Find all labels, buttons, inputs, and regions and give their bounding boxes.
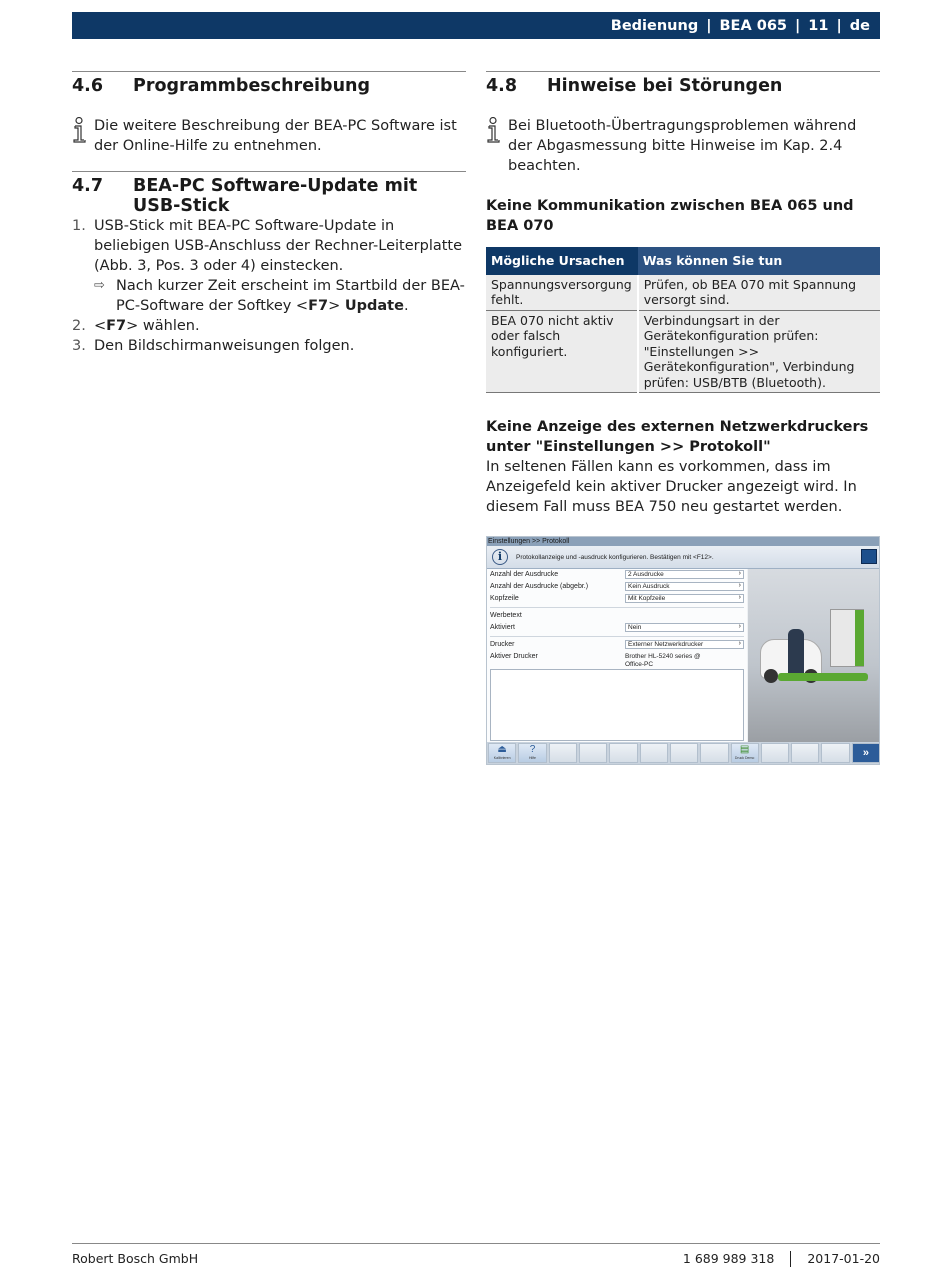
- help-icon: ?: [529, 744, 536, 755]
- softkey-empty[interactable]: [761, 743, 789, 763]
- info-icon: [72, 116, 94, 156]
- setting-label: Aktiviert: [490, 624, 515, 631]
- setting-row: [490, 593, 744, 604]
- software-screenshot: [486, 536, 880, 765]
- analyzer-base-shape: [778, 673, 868, 681]
- info-text: Bei Bluetooth-Übertragungsproblemen während der Abgasmessung bitte Hinweise im Kap. 2.4 beachten.: [508, 118, 857, 174]
- footer-right: [683, 1250, 880, 1268]
- footer-divider: [790, 1251, 791, 1267]
- softkey-empty[interactable]: [549, 743, 577, 763]
- footer-company: Robert Bosch GmbH: [72, 1251, 199, 1266]
- section-heading-4-6: [72, 71, 466, 96]
- setting-group-label: Werbetext: [490, 612, 522, 619]
- header-page-number: 11: [808, 17, 829, 34]
- setting-label: Aktiver Drucker: [490, 653, 538, 660]
- action-cell: Verbindungsart in der Gerätekonfiguration prüfen: "Einstellungen >> Gerätekonfiguration", Verbindung prüfen: USB/BTB (Bluetooth).: [638, 310, 880, 393]
- wheel-shape: [764, 669, 778, 683]
- step-item: [72, 316, 466, 336]
- setting-label: Anzahl der Ausdrucke (abgebr.): [490, 583, 589, 590]
- section-title: Programmbeschreibung: [133, 76, 371, 96]
- footer-date: 2017-01-20: [807, 1251, 880, 1266]
- softkey-empty[interactable]: [791, 743, 819, 763]
- troubleshooting-table: [486, 247, 880, 393]
- mechanic-shape: [788, 629, 804, 677]
- active-printer-value: Brother HL-5240 series @ Office-PC: [625, 653, 701, 668]
- cause-cell: BEA 070 nicht aktiv oder falsch konfiguriert.: [486, 310, 638, 393]
- screenshot-info-bar: [487, 546, 879, 569]
- result-arrow-icon: ⇨: [94, 278, 105, 293]
- softkey-empty[interactable]: [700, 743, 728, 763]
- header-language: de: [849, 17, 870, 34]
- step-result: [94, 276, 466, 316]
- header-section: Bedienung: [610, 17, 699, 34]
- setting-row: [490, 622, 744, 633]
- softkey-empty[interactable]: [670, 743, 698, 763]
- printer-icon: ▤: [739, 744, 750, 755]
- section-number: 4.7: [72, 176, 104, 196]
- softkey-help[interactable]: ? Hilfe: [518, 743, 546, 763]
- step-text: USB-Stick mit BEA-PC Software-Update in beliebigen USB-Anschluss der Rechner-Leiterplatte (Abb. 3, Pos. 3 oder 4) einstecken.: [94, 218, 463, 274]
- header-separator: |: [795, 17, 801, 34]
- setting-select[interactable]: Nein ›: [625, 623, 744, 632]
- left-column: [72, 71, 466, 356]
- step-item: [72, 216, 466, 316]
- setting-select[interactable]: Mit Kopfzeile ›: [625, 594, 744, 603]
- section-title: Hinweise bei Störungen: [547, 76, 783, 96]
- step-text: Den Bildschirmanweisungen folgen.: [94, 338, 355, 354]
- step-number: 2.: [72, 318, 86, 334]
- step-item: [72, 336, 466, 356]
- subheading-communication: Keine Kommunikation zwischen BEA 065 und BEA 070: [486, 198, 854, 234]
- section-heading-4-7: [72, 171, 466, 216]
- divider: [490, 636, 744, 637]
- setting-row: [490, 651, 744, 662]
- right-column: [486, 71, 880, 765]
- printer-paragraph: In seltenen Fällen kann es vorkommen, dass im Anzeigefeld kein aktiver Drucker angezeigt wird. In diesem Fall muss BEA 750 neu gestartet werden.: [486, 459, 857, 515]
- screenshot-title: Einstellungen >> Protokoll: [487, 537, 879, 546]
- section-heading-4-8: [486, 71, 880, 96]
- info-circle-icon: i: [492, 549, 508, 565]
- setting-select[interactable]: Externer Netzwerkdrucker ›: [625, 640, 744, 649]
- softkey-print-demo[interactable]: ▤ Druck Demo: [731, 743, 759, 763]
- table-row: [486, 275, 880, 311]
- softkey-empty[interactable]: [821, 743, 849, 763]
- softkey-bar: [487, 742, 880, 764]
- section-number: 4.8: [486, 76, 518, 96]
- monitor-icon: [861, 549, 877, 564]
- info-note: [486, 116, 880, 176]
- header-separator: |: [706, 17, 712, 34]
- cause-cell: Spannungsversorgung fehlt.: [486, 275, 638, 311]
- setting-select[interactable]: 2 Ausdrucke ›: [625, 570, 744, 579]
- workshop-photo: [748, 569, 880, 744]
- info-note: [72, 116, 466, 156]
- setting-select[interactable]: Kein Ausdruck ›: [625, 582, 744, 591]
- page-footer: [72, 1250, 880, 1268]
- analyzer-shape: [830, 609, 864, 667]
- footer-document-number: 1 689 989 318: [682, 1251, 775, 1266]
- softkey-empty[interactable]: [640, 743, 668, 763]
- protocol-settings-form: [487, 569, 747, 744]
- step-number: 1.: [72, 218, 86, 234]
- step-number: 3.: [72, 338, 86, 354]
- setting-row: [490, 581, 744, 592]
- section-number: 4.6: [72, 76, 104, 96]
- action-cell: Prüfen, ob BEA 070 mit Spannung versorgt sind.: [638, 275, 880, 311]
- softkey-calibrate[interactable]: ⏏ Kalibrieren: [488, 743, 516, 763]
- result-text: Nach kurzer Zeit erscheint im Startbild der BEA-PC-Software der Softkey <F7> Update.: [116, 278, 465, 314]
- step-text: <F7> wählen.: [94, 318, 200, 334]
- column-header-causes: Mögliche Ursachen: [486, 247, 638, 275]
- subheading-printer: Keine Anzeige des externen Netzwerkdruckers unter "Einstellungen >> Protokoll": [486, 419, 869, 455]
- header-product: BEA 065: [719, 17, 787, 34]
- setting-row: [490, 569, 744, 580]
- setting-label: Anzahl der Ausdrucke: [490, 571, 559, 578]
- screenshot-info-text: Protokollanzeige und -ausdruck konfigurieren. Bestätigen mit <F12>.: [516, 553, 714, 561]
- softkey-empty[interactable]: [609, 743, 637, 763]
- softkey-empty[interactable]: [579, 743, 607, 763]
- divider: [490, 607, 744, 608]
- setting-row: [490, 639, 744, 650]
- page-header: [72, 12, 880, 39]
- info-icon: [486, 116, 508, 176]
- step-list: [72, 216, 466, 356]
- section-title: BEA-PC Software-Update mit USB-Stick: [133, 176, 418, 216]
- column-header-actions: Was können Sie tun: [638, 247, 880, 275]
- table-row: [486, 310, 880, 393]
- eject-icon: ⏏: [497, 744, 507, 755]
- setting-label: Drucker: [490, 641, 515, 648]
- setting-label: Kopfzeile: [490, 595, 519, 602]
- table-header-row: [486, 247, 880, 275]
- header-separator: |: [836, 17, 842, 34]
- footer-rule: [72, 1243, 880, 1244]
- info-text: Die weitere Beschreibung der BEA-PC Software ist der Online-Hilfe zu entnehmen.: [94, 118, 457, 154]
- softkey-next[interactable]: [852, 743, 880, 763]
- double-chevron-right-icon: »: [862, 747, 869, 759]
- printer-list-box[interactable]: [490, 669, 744, 741]
